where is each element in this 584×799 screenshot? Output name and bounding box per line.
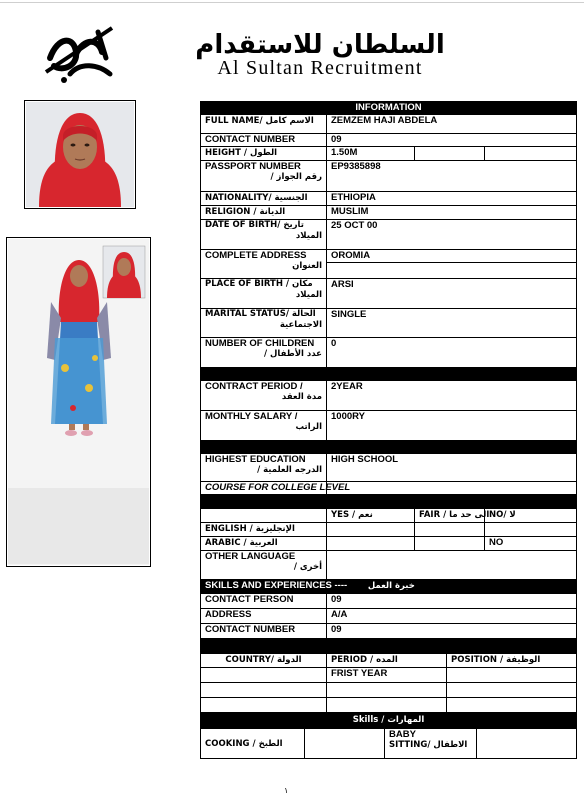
arabic-no: NO — [485, 537, 577, 551]
arabic-label: ARABIC / العربية — [201, 537, 327, 551]
contact-person-label: CONTACT PERSON — [201, 594, 327, 609]
information-table — [200, 101, 577, 653]
passport-value: EP9385898 — [327, 161, 577, 192]
reference-contact-number-value: 09 — [327, 624, 577, 639]
english-fair — [415, 523, 485, 537]
portrait-photo — [24, 100, 136, 209]
country-header: COUNTRY/ الدولة — [201, 654, 327, 668]
marital-status-value: SINGLE — [327, 309, 577, 338]
applicant-form — [200, 101, 576, 759]
other-language-label: OTHER LANGUAGE أخرى / — [201, 551, 327, 580]
section-divider — [201, 639, 577, 653]
experience-country-1 — [201, 668, 327, 683]
arabic-yes — [327, 537, 415, 551]
full-body-photo — [6, 237, 151, 567]
nationality-value: ETHIOPIA — [327, 192, 577, 206]
top-rule — [0, 2, 584, 3]
reference-contact-number-label: CONTACT NUMBER — [201, 624, 327, 639]
address-value: OROMIA — [327, 250, 577, 279]
english-label: ENGLISH / الإنجليزية — [201, 523, 327, 537]
skills-bar: Skills / المهارات — [201, 714, 577, 729]
contact-person-value: 09 — [327, 594, 577, 609]
section-divider — [201, 441, 577, 454]
height-label: HEIGHT / الطول — [201, 147, 327, 161]
dob-value: 25 OCT 00 — [327, 220, 577, 250]
other-language-value — [327, 551, 577, 580]
language-fair-header: FAIR / الى حد ما — [415, 509, 485, 523]
position-header: POSITION / الوظيفة — [447, 654, 577, 668]
experience-position-3 — [447, 698, 577, 713]
section-divider — [201, 368, 577, 381]
experience-country-3 — [201, 698, 327, 713]
experience-period-1: FRIST YEAR — [327, 668, 447, 683]
religion-value: MUSLIM — [327, 206, 577, 220]
full-name-value: ZEMZEM HAJI ABDELA — [327, 115, 577, 134]
contact-address-value: A/A — [327, 609, 577, 624]
experience-period-2 — [327, 683, 447, 698]
height-value: 1.50M — [327, 147, 415, 161]
place-of-birth-value: ARSI — [327, 279, 577, 309]
skills-table — [200, 713, 577, 759]
al-sultan-logo — [40, 22, 122, 86]
brand-name-arabic: السلطان للاستقدام — [195, 30, 445, 60]
period-header: PERIOD / المده — [327, 654, 447, 668]
height-blank-2 — [485, 147, 577, 161]
religion-label: RELIGION / الديانة — [201, 206, 327, 220]
children-value: 0 — [327, 338, 577, 368]
dob-label: DATE OF BIRTH/ تاريخ الميلاد — [201, 220, 327, 250]
experience-period-3 — [327, 698, 447, 713]
passport-label: PASSPORT NUMBER رقم الجواز / — [201, 161, 327, 192]
skills-experience-header: SKILLS AND EXPERIENCES ---- خبرة العمل — [201, 580, 577, 594]
education-label: HIGHEST EDUCATION الدرجه العلمية / — [201, 454, 327, 482]
monthly-salary-value: 1000RY — [327, 411, 577, 441]
experience-position-2 — [447, 683, 577, 698]
place-of-birth-label: PLACE OF BIRTH / مكان الميلاد — [201, 279, 327, 309]
contact-number-label: CONTACT NUMBER — [201, 134, 327, 147]
cooking-value — [305, 729, 385, 759]
monthly-salary-label: MONTHLY SALARY / الراتب — [201, 411, 327, 441]
height-blank-1 — [415, 147, 485, 161]
english-no — [485, 523, 577, 537]
information-header: INFORMATION — [201, 102, 577, 115]
baby-sitting-label: BABY SITTING/ الاطفال — [385, 729, 477, 759]
children-label: NUMBER OF CHILDREN عدد الأطفال / — [201, 338, 327, 368]
baby-sitting-value — [477, 729, 577, 759]
course-value — [327, 482, 577, 495]
nationality-label: NATIONALITY/ الجنسية — [201, 192, 327, 206]
course-label: COURSE FOR COLLEGE LEVEL — [201, 482, 327, 495]
full-name-label: FULL NAME/ الاسم كامل — [201, 115, 327, 134]
language-yes-header: YES / نعم — [327, 509, 415, 523]
marital-status-label: MARITAL STATUS/ الحالة الاجتماعية — [201, 309, 327, 338]
contract-period-value: 2YEAR — [327, 381, 577, 411]
cooking-label: COOKING / الطبخ — [201, 729, 305, 759]
section-divider — [201, 495, 577, 509]
language-no-header: NO/ لا — [485, 509, 577, 523]
contact-address-label: ADDRESS — [201, 609, 327, 624]
arabic-fair — [415, 537, 485, 551]
experience-table — [200, 653, 577, 713]
contract-period-label: CONTRACT PERIOD / مدة العقد — [201, 381, 327, 411]
contact-number-value: 09 — [327, 134, 577, 147]
address-label: COMPLETE ADDRESS العنوان — [201, 250, 327, 279]
page-number: ١ — [284, 786, 289, 795]
experience-country-2 — [201, 683, 327, 698]
experience-position-1 — [447, 668, 577, 683]
english-yes — [327, 523, 415, 537]
education-value: HIGH SCHOOL — [327, 454, 577, 482]
language-header-blank — [201, 509, 327, 523]
brand-name-english: Al Sultan Recruitment — [217, 57, 423, 79]
